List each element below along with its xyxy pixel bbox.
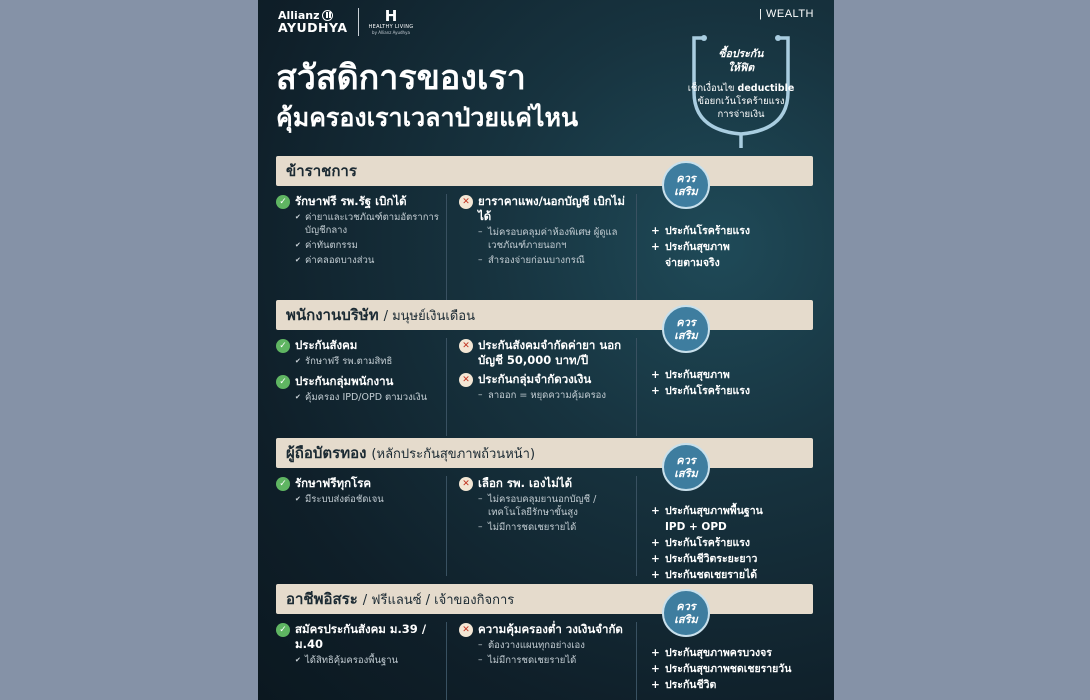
section-title: ผู้ถือบัตรทอง xyxy=(286,444,367,462)
limitations-column xyxy=(446,338,636,436)
cross-icon: ✕ xyxy=(459,477,473,491)
hl-mark: H xyxy=(384,7,398,25)
hl-sub: by Allianz Ayudhya xyxy=(372,30,410,35)
benefits-column xyxy=(276,622,446,700)
section-civil-servant xyxy=(276,156,816,308)
cross-icon: ✕ xyxy=(459,373,473,387)
recommend-item: + ประกันชีวิต xyxy=(651,678,816,692)
page-title xyxy=(276,56,578,136)
benefits-column xyxy=(276,338,446,436)
recommend-item: + ประกันสุขภาพครบวงจร xyxy=(651,646,816,660)
limitation-detail: – ไม่ครอบคลุมยานอกบัญชี /เทคโนโลยีรักษาขั้นสูง xyxy=(478,493,636,519)
recommend-item: + ประกันสุขภาพชดเชยรายวัน xyxy=(651,662,816,676)
limitation-detail: – ต้องวางแผนทุกอย่างเอง xyxy=(478,639,623,652)
limitation-title: ยาราคาแพง/นอกบัญชี เบิกไม่ได้ xyxy=(478,194,625,223)
recommend-item: + ประกันโรคร้ายแรง xyxy=(651,224,816,238)
recommend-item: + ประกันสุขภาพ xyxy=(651,240,816,254)
check-icon: ✓ xyxy=(276,339,290,353)
recommend-item: + ประกันชดเชยรายได้ xyxy=(651,568,816,582)
limitations-column xyxy=(446,622,636,700)
benefit-title: รักษาฟรีทุกโรค xyxy=(295,476,372,490)
limitation-detail: – ไม่มีการชดเชยรายได้ xyxy=(478,654,623,667)
logo-divider xyxy=(358,8,359,36)
limitation-title: เลือก รพ. เองไม่ได้ xyxy=(478,476,573,490)
benefit-title: ประกันกลุ่มพนักงาน xyxy=(295,374,394,388)
recommend-item: + ประกันสุขภาพ xyxy=(651,368,816,382)
section-header xyxy=(276,438,813,468)
title-line-1: สวัสดิการของเรา xyxy=(276,58,526,98)
benefit-detail: ✔ ค่ายาและเวชภัณฑ์ตามอัตราการบัญชีกลาง xyxy=(295,211,446,237)
recommend-item: + ประกันโรคร้ายแรง xyxy=(651,384,816,398)
section-header xyxy=(276,300,813,330)
section-employee xyxy=(276,300,816,436)
tip-body: เช็กเงื่อนไข deductible ข้อยกเว้นโรคร้ายแรง การจ่ายเงิน xyxy=(687,83,795,120)
healthy-living-logo xyxy=(369,9,414,35)
limitation-title: ความคุ้มครองต่ำ วงเงินจำกัด xyxy=(478,622,623,636)
cross-icon: ✕ xyxy=(459,195,473,209)
hl-title: HEALTHY LIVING xyxy=(368,24,414,30)
recommend-column xyxy=(636,476,816,581)
limitation-detail: – สำรองจ่ายก่อนบางกรณี xyxy=(478,254,636,267)
infographic-card xyxy=(258,0,834,700)
limitation-title: ประกันสังคมจำกัดค่ายา นอกบัญชี 50,000 บาท/ปี xyxy=(478,338,622,367)
tip-headline: ซื้อประกัน ให้ฟิต xyxy=(718,48,764,74)
limitations-column xyxy=(446,194,636,308)
category-tag: | WEALTH xyxy=(759,8,814,20)
recommend-item: + ประกันโรคร้ายแรง xyxy=(651,536,816,550)
section-gold-card xyxy=(276,438,816,581)
benefit-detail: ✔ ค่าคลอดบางส่วน xyxy=(295,254,446,267)
recommend-column xyxy=(636,622,816,700)
limitation-title: ประกันกลุ่มจำกัดวงเงิน xyxy=(478,372,592,386)
suggest-badge: ควร เสริม xyxy=(662,305,710,353)
benefit-detail: ✔ ค่าทันตกรรม xyxy=(295,239,446,252)
check-icon: ✓ xyxy=(276,623,290,637)
benefit-detail: ✔ คุ้มครอง IPD/OPD ตามวงเงิน xyxy=(295,391,427,404)
benefits-column xyxy=(276,476,446,576)
suggest-badge: ควร เสริม xyxy=(662,589,710,637)
benefit-detail: ✔ มีระบบส่งต่อชัดเจน xyxy=(295,493,384,506)
benefit-title: รักษาฟรี รพ.รัฐ เบิกได้ xyxy=(295,194,407,208)
benefit-detail: ✔ รักษาฟรี รพ.ตามสิทธิ xyxy=(295,355,392,368)
section-freelance xyxy=(276,584,816,700)
title-line-2: คุ้มครองเราเวลาป่วยแค่ไหน xyxy=(276,103,579,132)
recommend-item: จ่ายตามจริง xyxy=(665,257,720,269)
suggest-badge: ควร เสริม xyxy=(662,161,710,209)
section-title: อาชีพอิสระ xyxy=(286,590,358,608)
suggest-badge: ควร เสริม xyxy=(662,443,710,491)
limitation-detail: – ไม่ครอบคลุมค่าห้องพิเศษ ผู้ดูแล เวชภัณฑ์ภายนอกฯ xyxy=(478,226,636,252)
benefits-column xyxy=(276,194,446,308)
check-icon: ✓ xyxy=(276,195,290,209)
benefit-detail: ✔ ได้สิทธิคุ้มครองพื้นฐาน xyxy=(295,654,446,667)
limitation-detail: – ไม่มีการชดเชยรายได้ xyxy=(478,521,636,534)
section-header xyxy=(276,584,813,614)
check-icon: ✓ xyxy=(276,375,290,389)
recommend-column xyxy=(636,194,816,308)
section-subtitle: / มนุษย์เงินเดือน xyxy=(383,308,475,324)
allianz-logo xyxy=(278,10,348,35)
recommend-item: + ประกันชีวิตระยะยาว xyxy=(651,552,816,566)
benefit-title: สมัครประกันสังคม ม.39 / ม.40 xyxy=(295,622,427,651)
cross-icon: ✕ xyxy=(459,623,473,637)
section-subtitle: / ฟรีแลนซ์ / เจ้าของกิจการ xyxy=(362,592,515,608)
recommend-item: + ประกันสุขภาพพื้นฐาน xyxy=(651,504,816,518)
brand-logos xyxy=(278,8,413,36)
section-title: พนักงานบริษัท xyxy=(286,306,379,324)
brand-sub: AYUDHYA xyxy=(278,20,348,36)
tip-badge xyxy=(686,30,796,152)
section-title: ข้าราชการ xyxy=(286,162,357,180)
limitations-column xyxy=(446,476,636,576)
section-subtitle: (หลักประกันสุขภาพถ้วนหน้า) xyxy=(371,446,536,462)
limitation-detail: – ลาออก = หยุดความคุ้มครอง xyxy=(478,389,606,402)
brand-name: Allianz xyxy=(278,8,320,22)
recommend-item: IPD + OPD xyxy=(665,521,727,533)
recommend-column xyxy=(636,338,816,436)
section-header xyxy=(276,156,813,186)
benefit-title: ประกันสังคม xyxy=(295,338,358,352)
cross-icon: ✕ xyxy=(459,339,473,353)
check-icon: ✓ xyxy=(276,477,290,491)
